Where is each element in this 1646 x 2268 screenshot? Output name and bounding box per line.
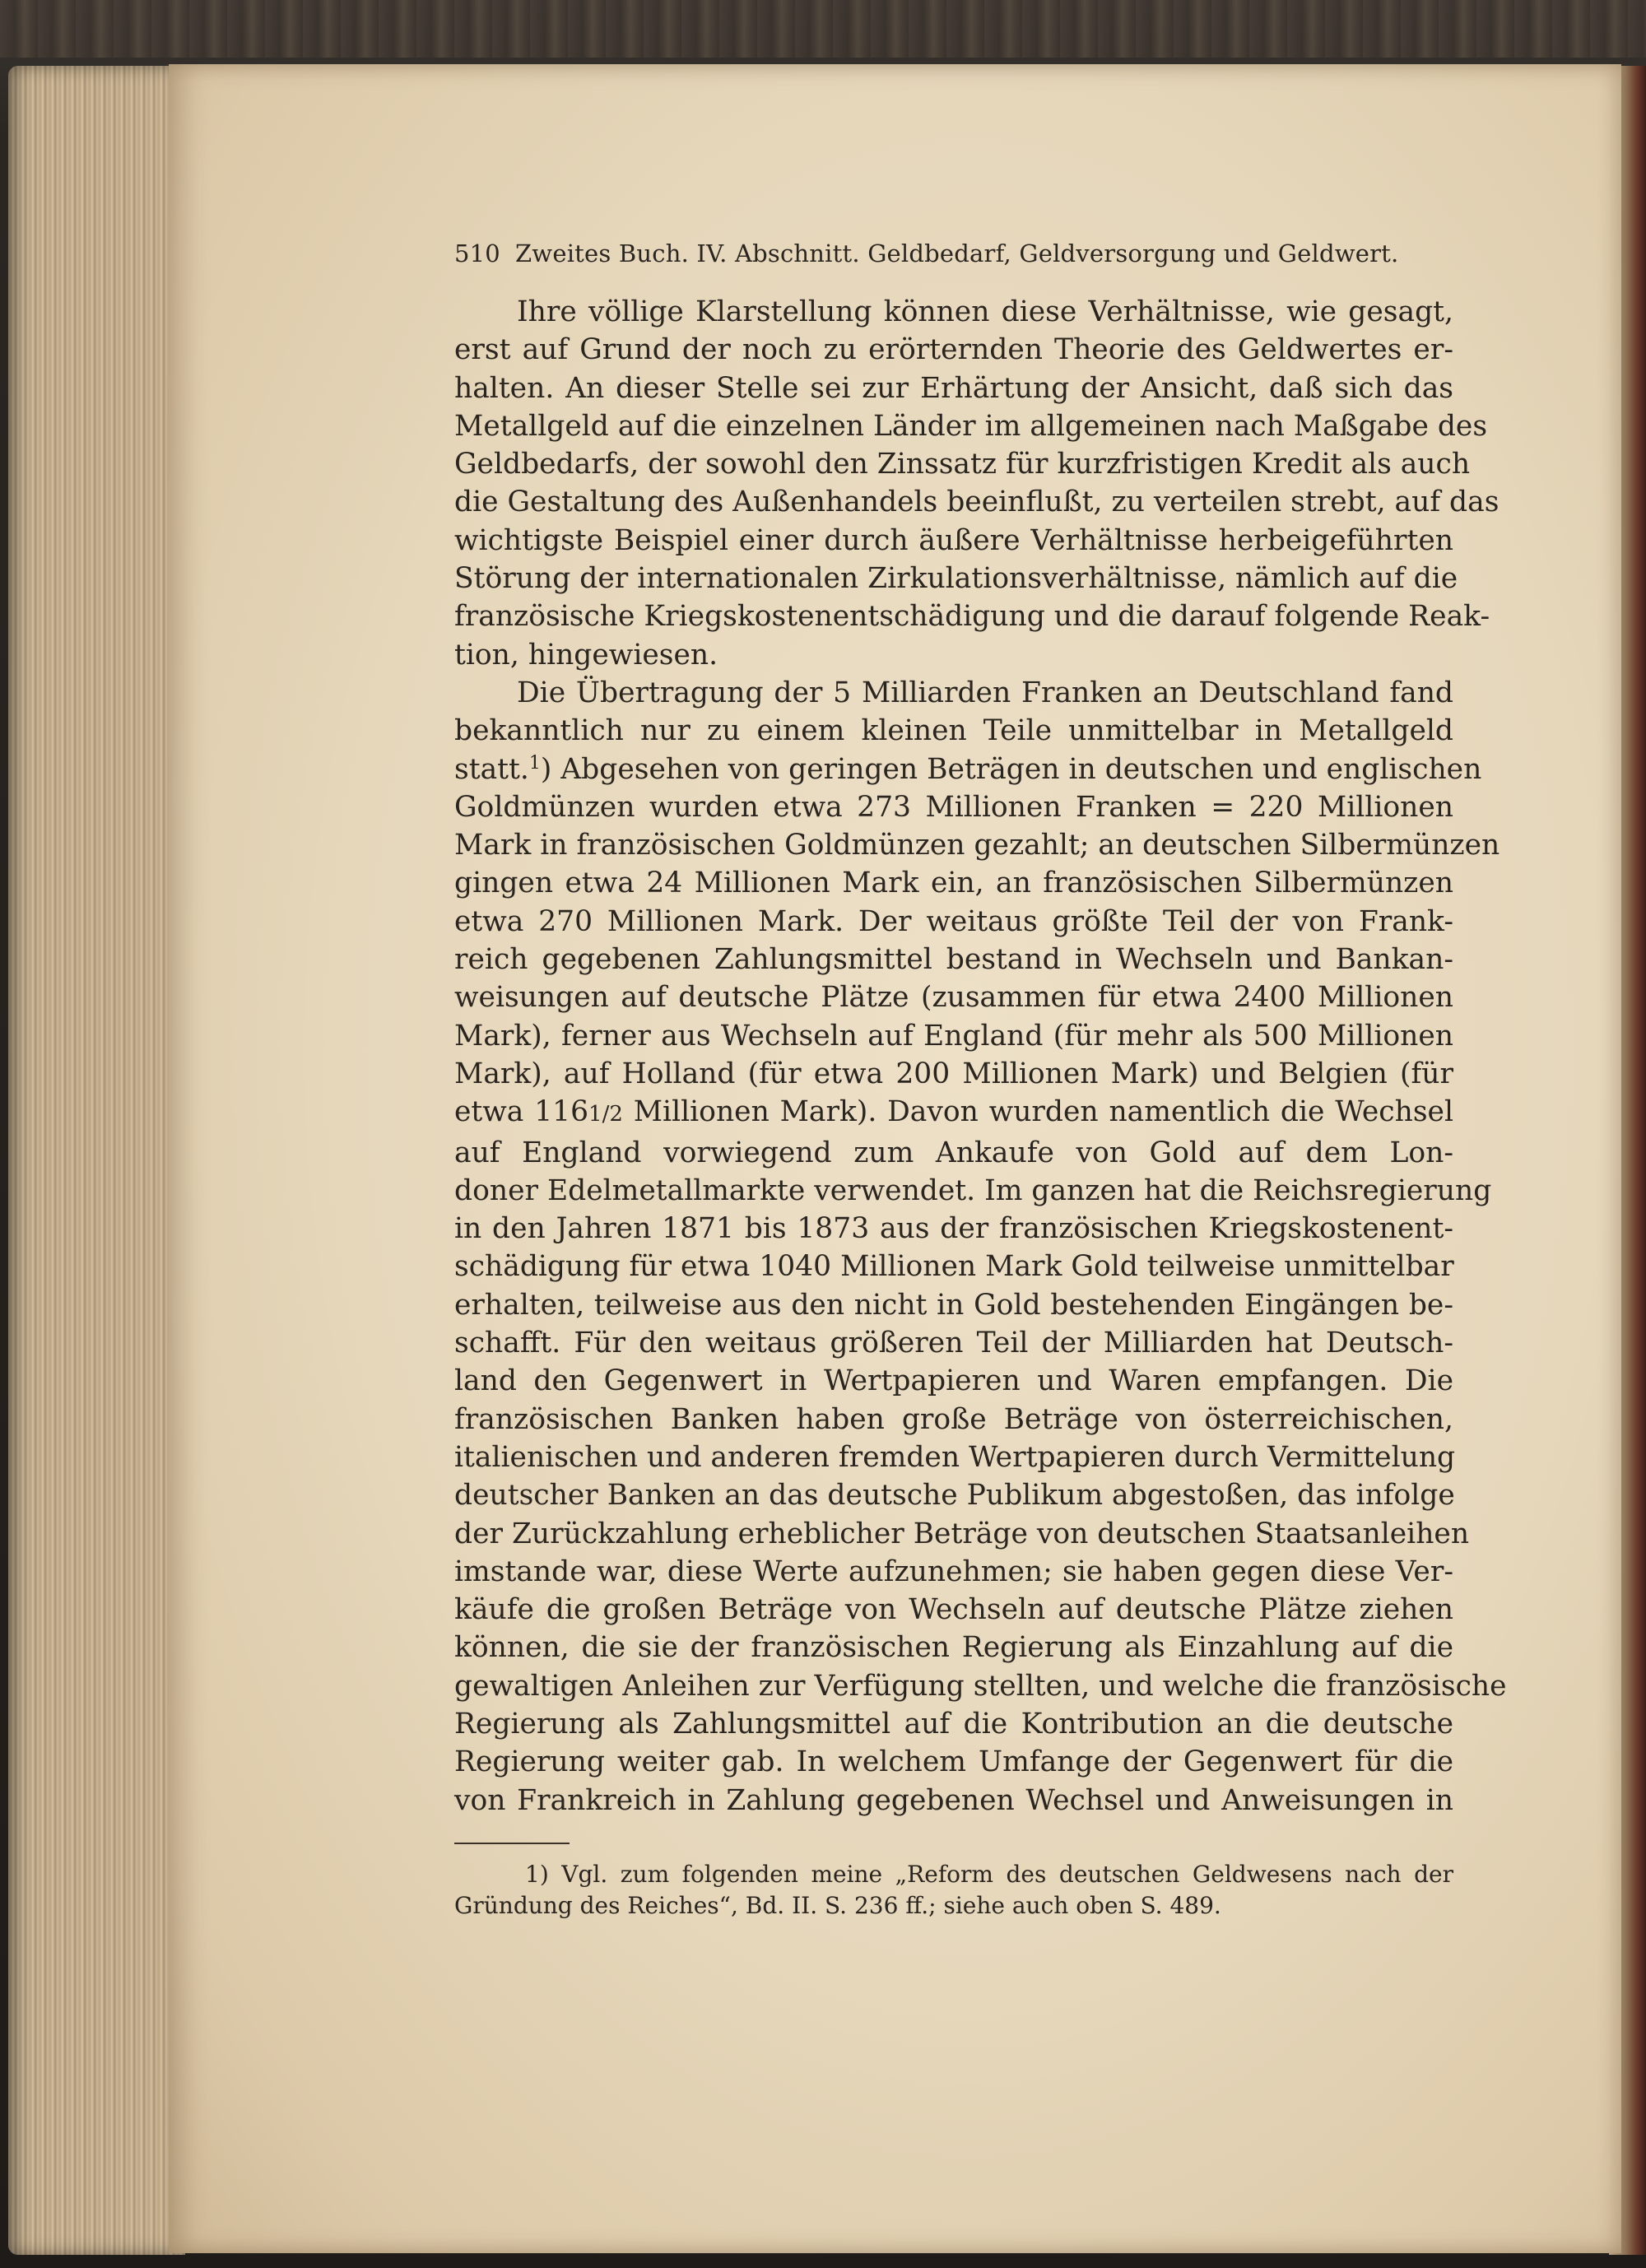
- paragraph-1: [454, 293, 1500, 674]
- footnote-reference: 1: [528, 752, 541, 774]
- text-line: deutscher Banken an das deutsche Publikum abgestoßen, das infolge: [454, 1479, 1455, 1513]
- text-line: von Frankreich in Zahlung gegebenen Wechsel und Anweisungen in: [454, 1783, 1453, 1817]
- text-line: [454, 751, 1482, 788]
- text-line: Störung der internationalen Zirkulationsverhältnisse, nämlich auf die: [454, 562, 1458, 596]
- text-line: auf England vorwiegend zum Ankaufe von Gold auf dem Lon-: [454, 1136, 1453, 1169]
- text-line: Regierung als Zahlungsmittel auf die Kontribution an die deutsche: [454, 1707, 1453, 1741]
- footnote: [454, 1859, 1453, 1922]
- footnote-divider: [454, 1843, 570, 1844]
- text-line: erst auf Grund der noch zu erörternden Theorie des Geldwertes er-: [454, 333, 1453, 367]
- text-line: doner Edelmetallmarkte verwendet. Im ganzen hat die Reichsregierung: [454, 1174, 1492, 1207]
- running-title: Zweites Buch. IV. Abschnitt. Geldbedarf, Geldversorgung und Geldwert.: [514, 239, 1399, 267]
- text-line: weisungen auf deutsche Plätze (zusammen für etwa 2400 Millionen: [454, 981, 1453, 1015]
- book-binding: [0, 0, 1646, 58]
- text-line: etwa 270 Millionen Mark. Der weitaus größte Teil der von Frank-: [454, 904, 1453, 938]
- text-line: Ihre völlige Klarstellung können diese Verhältnisse, wie gesagt,: [517, 295, 1453, 328]
- text-fragment: Millionen Mark). Davon wurden namentlich die Wechsel: [622, 1095, 1453, 1129]
- page-edges: [8, 66, 185, 2255]
- text-line: französischen Banken haben große Beträge von österreichischen,: [454, 1402, 1453, 1436]
- text-line: können, die sie der französischen Regierung als Einzahlung auf die: [454, 1631, 1453, 1665]
- text-line: Mark), auf Holland (für etwa 200 Millionen Mark) und Belgien (für: [454, 1057, 1453, 1090]
- text-line: gingen etwa 24 Millionen Mark ein, an französischen Silbermünzen: [454, 867, 1453, 900]
- text-line: halten. An dieser Stelle sei zur Erhärtung der Ansicht, daß sich das: [454, 371, 1453, 405]
- text-line: die Gestaltung des Außenhandels beeinflußt, zu verteilen strebt, auf das: [454, 486, 1500, 519]
- paragraph-2: [454, 674, 1507, 1820]
- text-line: Regierung weiter gab. In welchem Umfange der Gegenwert für die: [454, 1745, 1453, 1779]
- text-block: [454, 237, 1507, 1922]
- text-line: gewaltigen Anleihen zur Verfügung stellten, und welche die französische: [454, 1669, 1507, 1703]
- fraction: 1/2: [588, 1102, 623, 1127]
- text-line: schafft. Für den weitaus größeren Teil der Milliarden hat Deutsch-: [454, 1327, 1453, 1360]
- text-fragment: etwa 116: [454, 1095, 589, 1129]
- text-fragment: ) Abgesehen von geringen Beträgen in deutschen und englischen: [540, 752, 1482, 786]
- text-line: bekanntlich nur zu einem kleinen Teile unmittelbar in Metallgeld: [454, 714, 1453, 748]
- text-line: französische Kriegskostenentschädigung und die darauf folgende Reak-: [454, 600, 1490, 634]
- text-line: [454, 1093, 1453, 1133]
- text-line: reich gegebenen Zahlungsmittel bestand in Wechseln und Bankan-: [454, 943, 1453, 977]
- text-line: Die Übertragung der 5 Milliarden Franken an Deutschland fand: [517, 676, 1453, 709]
- text-line: erhalten, teilweise aus den nicht in Gold bestehenden Eingängen be-: [454, 1288, 1453, 1322]
- text-line: Metallgeld auf die einzelnen Länder im allgemeinen nach Maßgabe des: [454, 409, 1488, 443]
- page-number: 510: [454, 239, 500, 267]
- text-line: Geldbedarfs, der sowohl den Zinssatz für kurzfristigen Kredit als auch: [454, 448, 1471, 481]
- text-line: tion, hingewiesen.: [454, 638, 718, 672]
- text-line: der Zurückzahlung erheblicher Beträge von deutschen Staatsanleihen: [454, 1517, 1470, 1550]
- text-line: italienischen und anderen fremden Wertpapieren durch Vermittelung: [454, 1440, 1456, 1474]
- footnote-line: Gründung des Reiches“, Bd. II. S. 236 ff.; siehe auch oben S. 489.: [454, 1891, 1221, 1919]
- text-line: land den Gegenwert in Wertpapieren und Waren empfangen. Die: [454, 1364, 1453, 1398]
- text-line: imstande war, diese Werte aufzunehmen; sie haben gegen diese Ver-: [454, 1555, 1453, 1588]
- text-line: wichtigste Beispiel einer durch äußere Verhältnisse herbeigeführten: [454, 523, 1453, 557]
- text-line: Goldmünzen wurden etwa 273 Millionen Franken = 220 Millionen: [454, 790, 1453, 824]
- running-head: [454, 237, 1453, 270]
- text-line: schädigung für etwa 1040 Millionen Mark Gold teilweise unmittelbar: [454, 1250, 1454, 1284]
- text-line: käufe die großen Beträge von Wechseln auf deutsche Plätze ziehen: [454, 1593, 1453, 1627]
- text-fragment: statt.: [454, 752, 529, 786]
- text-line: in den Jahren 1871 bis 1873 aus der französischen Kriegskostenent-: [454, 1212, 1453, 1246]
- text-line: Mark), ferner aus Wechseln auf England (für mehr als 500 Millionen: [454, 1019, 1453, 1053]
- footnote-line: 1) Vgl. zum folgenden meine „Reform des deutschen Geldwesens nach der: [525, 1860, 1453, 1888]
- text-line: Mark in französischen Goldmünzen gezahlt; an deutschen Silbermünzen: [454, 829, 1500, 862]
